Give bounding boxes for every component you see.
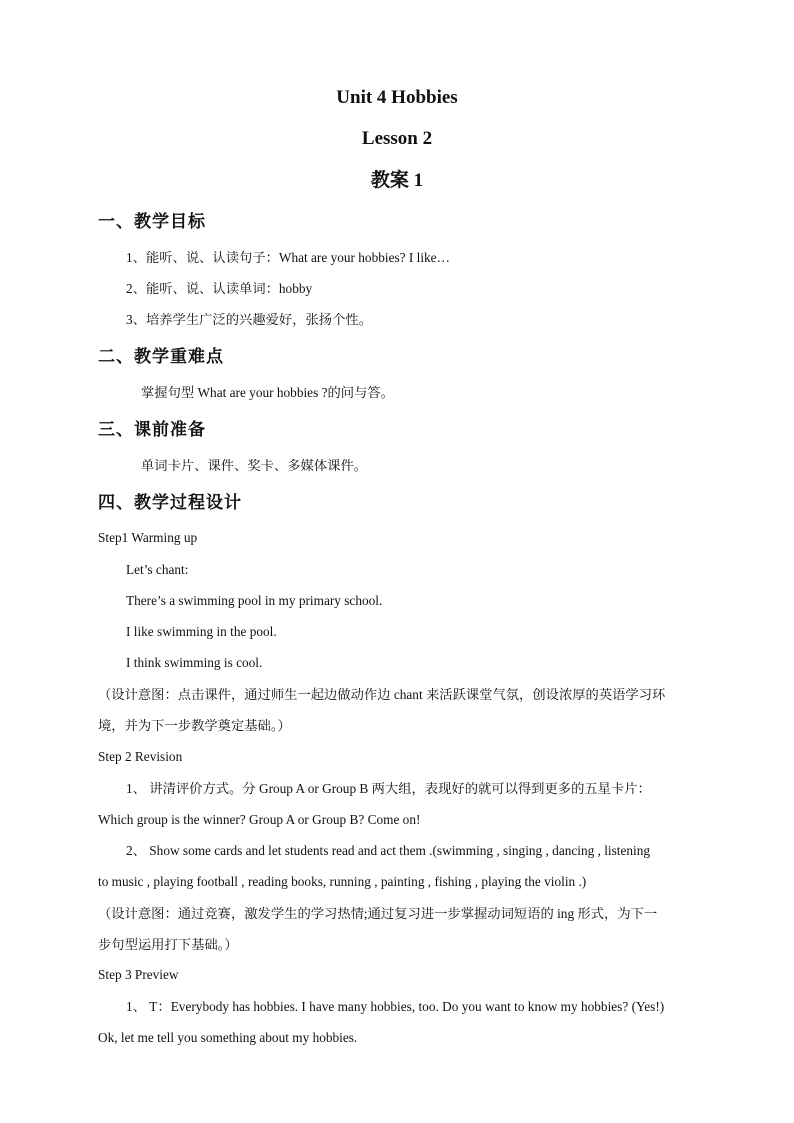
chant-line: There’s a swimming pool in my primary school. [126, 593, 383, 608]
step1-title: Step1 Warming up [98, 530, 198, 545]
preparation-heading: 三、课前准备 [98, 420, 206, 439]
plan-title: 教案 1 [370, 170, 424, 191]
chant-line: I think swimming is cool. [126, 655, 263, 670]
chant-line: I like swimming in the pool. [126, 624, 277, 639]
key-points-text: 掌握句型 What are your hobbies ?的问与答。 [141, 385, 394, 400]
step2-item2: to music , playing football , reading books, running , painting , fishing , playing the violin .) [98, 874, 587, 889]
step3-item1: Ok, let me tell you something about my hobbies. [98, 1030, 358, 1045]
key-points-heading: 二、教学重难点 [98, 347, 224, 366]
lesson-title: Lesson 2 [361, 128, 433, 149]
step2-title: Step 2 Revision [98, 749, 183, 764]
goal-item: 3、培养学生广泛的兴趣爱好，张扬个性。 [126, 312, 372, 327]
step1-intent: （设计意图：点击课件，通过师生一起边做动作边 chant 来活跃课堂气氛，创设浓厚的英语学习环 [98, 687, 666, 702]
preparation-text: 单词卡片、课件、奖卡、多媒体课件。 [141, 458, 368, 473]
chant-line: Let’s chant: [126, 562, 189, 577]
step2-item1: 1、 讲清评价方式。分 Group A or Group B 两大组，表现好的就可以得到更多的五星卡片： [126, 781, 651, 796]
step3-item1: 1、 T：Everybody has hobbies. I have many hobbies, too. Do you want to know my hobbies? (Yes!) [126, 999, 665, 1014]
goal-item: 1、能听、说、认读句子：What are your hobbies? I like… [126, 250, 450, 265]
goal-item: 2、能听、说、认读单词：hobby [126, 281, 313, 296]
step2-item2: 2、 Show some cards and let students read and act them .(swimming , singing , dancing , listening [126, 843, 651, 858]
goals-heading: 一、教学目标 [98, 212, 206, 231]
step1-intent: 境，并为下一步教学奠定基础。） [98, 718, 291, 733]
process-heading: 四、教学过程设计 [98, 493, 242, 512]
step3-title: Step 3 Preview [98, 967, 179, 982]
step2-intent: 步句型运用打下基础。） [98, 937, 238, 952]
step2-intent: （设计意图：通过竞赛，激发学生的学习热情;通过复习进一步掌握动词短语的 ing 形式，为下一 [98, 906, 658, 921]
unit-title: Unit 4 Hobbies [336, 87, 458, 108]
step2-item1: Which group is the winner? Group A or Group B? Come on! [98, 812, 421, 827]
